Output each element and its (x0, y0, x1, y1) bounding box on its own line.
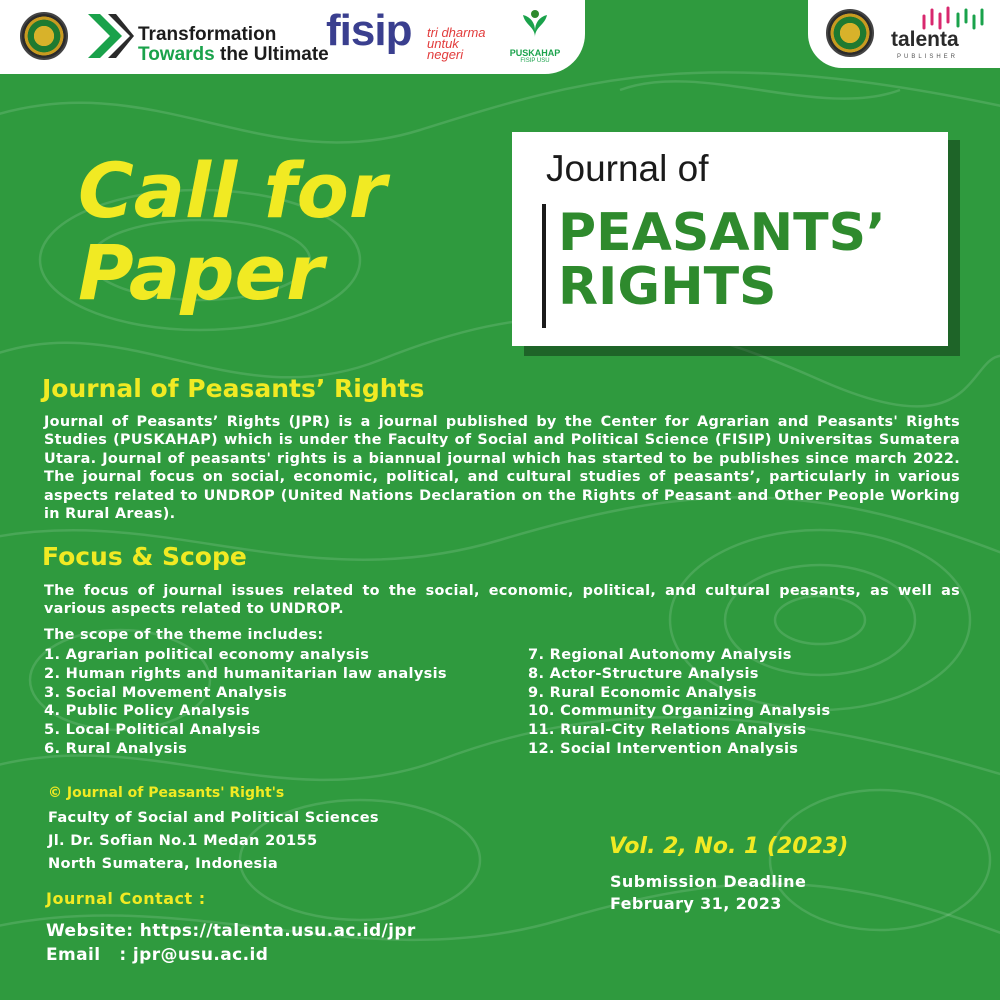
fisip-tag-line3: negeri (427, 47, 464, 62)
website-line[interactable]: Website: https://talenta.usu.ac.id/jpr (46, 921, 416, 941)
fisip-tag-line1: tri dharma (427, 25, 486, 40)
list-item: 8. Actor-Structure Analysis (528, 664, 759, 682)
address-line: North Sumatera, Indonesia (48, 855, 278, 872)
transformation-logo-icon (86, 8, 134, 64)
scope-list-right (528, 646, 830, 759)
usu-seal-icon (826, 9, 874, 57)
about-heading: Journal of Peasants’ Rights (42, 374, 425, 403)
puskahap-leaf-icon (519, 9, 551, 39)
header-logo-banner (0, 0, 585, 74)
scope-intro: The scope of the theme includes: (44, 627, 324, 643)
list-item: 3. Social Movement Analysis (44, 683, 287, 701)
address-line: Jl. Dr. Sofian No.1 Medan 20155 (48, 832, 318, 849)
talenta-logo-text: talenta (891, 28, 959, 51)
volume-label: Vol. 2, No. 1 (2023) (609, 834, 849, 859)
submission-deadline (610, 871, 806, 915)
journal-title-line2: RIGHTS (558, 257, 777, 317)
journal-title-box (512, 132, 948, 346)
fisip-tag-line2: untuk (427, 36, 459, 51)
journal-title-line1: PEASANTS’ (558, 203, 886, 263)
headline-line1: Call for (78, 146, 387, 235)
journal-title (558, 203, 886, 317)
puskahap-sublabel: FISIP USU (520, 58, 550, 64)
transformation-tagline-rest: the Ultimate (214, 44, 329, 65)
journal-of-text: Journal of (546, 148, 709, 189)
transformation-tagline-accent: Towards (138, 44, 215, 65)
list-item: 7. Regional Autonomy Analysis (528, 646, 792, 663)
call-for-paper-headline (78, 146, 498, 317)
journal-title-bar (542, 204, 546, 328)
deadline-date: February 31, 2023 (610, 894, 782, 913)
talenta-sublabel: PUBLISHER (897, 54, 959, 60)
about-paragraph: Journal of Peasants’ Rights (JPR) is a journal published by the Center for Agrarian and Peasants' Rights Studies (PUSKAHAP) which is under the Faculty of Social and Political Science (FISIP) Universitas Sumatera Utara. Journal of peasants' rights is a biannual journal which has started to be publishes since march 2022. The journal focus on social, economic, political, and cultural studies of peasants’, particularly in various aspects related to UNDROP (United Nations Declaration on the Rights of Peasant and Other People Working in Rural Areas). (44, 414, 960, 523)
list-item: 2. Human rights and humanitarian law analysis (44, 664, 447, 682)
copyright-line: © Journal of Peasants' Right's (48, 785, 285, 801)
list-item: 12. Social Intervention Analysis (528, 739, 799, 757)
list-item: 6. Rural Analysis (44, 739, 188, 757)
transformation-tagline-line2 (138, 44, 329, 66)
fisip-logo-text: fisip (326, 6, 412, 55)
list-item: 10. Community Organizing Analysis (528, 702, 831, 720)
address-block (48, 806, 379, 875)
transformation-tagline-line1: Transformation (138, 24, 277, 45)
scope-list-left (44, 646, 447, 759)
focus-paragraph: The focus of journal issues related to the social, economic, political, and cultural peasants, as well as various aspects related to UNDROP. (44, 583, 960, 618)
usu-seal-icon (20, 12, 68, 60)
headline-line2: Paper (78, 228, 324, 317)
email-line[interactable]: Email : jpr@usu.ac.id (46, 945, 269, 965)
list-item: 1. Agrarian political economy analysis (44, 646, 370, 663)
list-item: 5. Local Political Analysis (44, 721, 261, 739)
list-item: 4. Public Policy Analysis (44, 702, 250, 720)
fisip-tagline (427, 27, 507, 60)
contact-heading: Journal Contact : (46, 889, 206, 908)
address-line: Faculty of Social and Political Sciences (48, 809, 379, 826)
list-item: 9. Rural Economic Analysis (528, 683, 757, 701)
deadline-label: Submission Deadline (610, 872, 807, 891)
puskahap-label: PUSKAHAP (509, 48, 561, 58)
focus-heading: Focus & Scope (42, 542, 247, 571)
list-item: 11. Rural-City Relations Analysis (528, 721, 807, 739)
